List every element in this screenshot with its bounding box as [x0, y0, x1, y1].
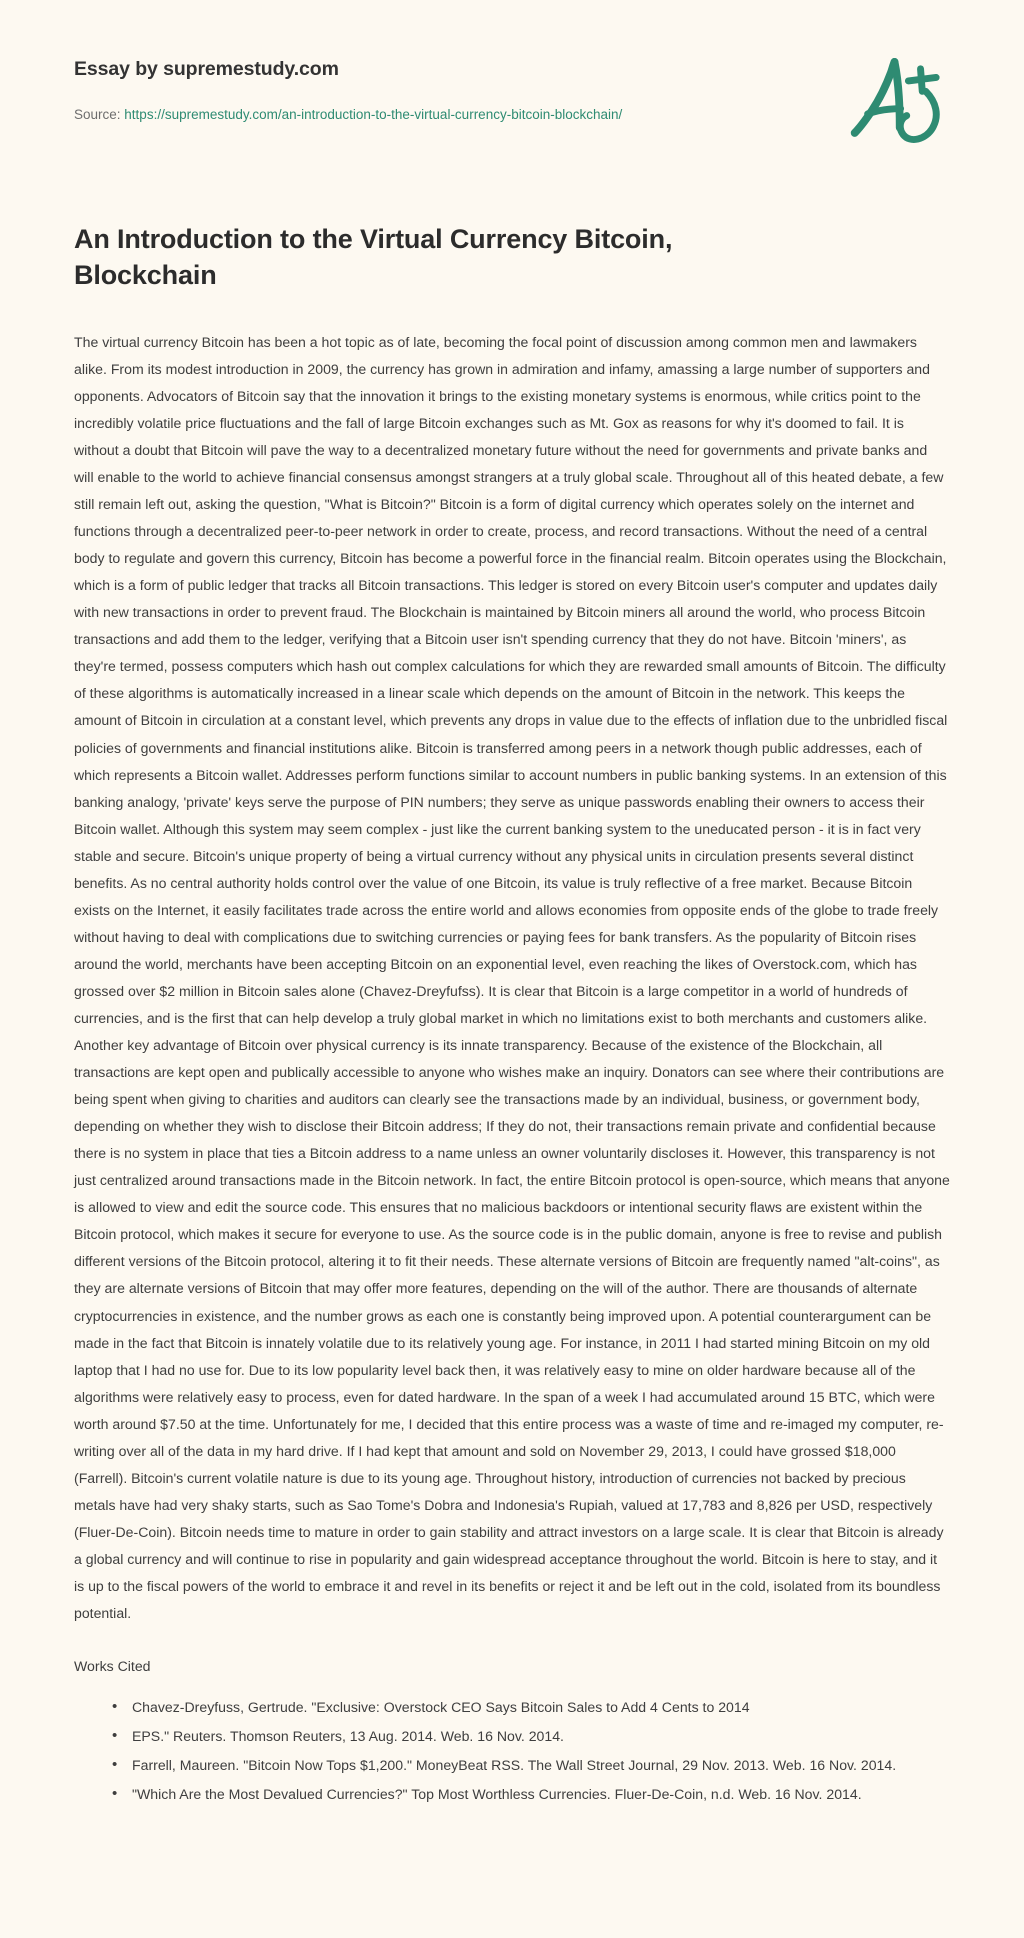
works-cited-list	[74, 1694, 950, 1808]
article-body	[74, 329, 950, 1627]
list-item: • EPS." Reuters. Thomson Reuters, 13 Aug. 2014. Web. 16 Nov. 2014.	[112, 1723, 950, 1750]
page-title: An Introduction to the Virtual Currency Bitcoin, Blockchain	[74, 224, 673, 290]
list-item: • Chavez-Dreyfuss, Gertrude. "Exclusive: Overstock CEO Says Bitcoin Sales to Add 4 Cents to 2014	[112, 1694, 950, 1721]
site-header	[0, 0, 1024, 178]
source-label: Source:	[74, 107, 121, 123]
article	[0, 222, 1024, 1870]
list-item: • Farrell, Maureen. "Bitcoin Now Tops $1,200." MoneyBeat RSS. The Wall Street Journal, 29 Nov. 2013. Web. 16 Nov. 2014.	[112, 1752, 950, 1779]
list-item: • "Which Are the Most Devalued Currencies?" Top Most Worthless Currencies. Fluer-De-Coin, n.d. Web. 16 Nov. 2014.	[112, 1781, 950, 1808]
a-plus-logo-icon	[846, 48, 950, 152]
source-line	[74, 106, 950, 124]
brand-title: Essay by supremestudy.com	[74, 58, 339, 80]
body-paragraph: The virtual currency Bitcoin has been a hot topic as of late, becoming the focal point of discussion among common men and lawmakers alike. From its modest introduction in 2009, the currency has grown in admiration and infamy, amassing a large number of supporters and opponents. Advocators of Bitcoin say that the innovation it brings to the existing monetary systems is enormous, while critics point to the incredibly volatile price fluctuations and the fall of large Bitcoin exchanges such as Mt. Gox as reasons for why it's doomed to fail. It is without a doubt that Bitcoin will pave the way to a decentralized monetary future without the need for governments and private banks and will enable to the world to achieve financial consensus amongst strangers at a truly global scale. Throughout all of this heated debate, a few still remain left out, asking the question, "What is Bitcoin?" Bitcoin is a form of digital currency which operates solely on the internet and functions through a decentralized peer-to-peer network in order to create, process, and record transactions. Without the need of a central body to regulate and govern this currency, Bitcoin has become a powerful force in the financial realm. Bitcoin operates using the Blockchain, which is a form of public ledger that tracks all Bitcoin transactions. This ledger is stored on every Bitcoin user's computer and updates daily with new transactions in order to prevent fraud. The Blockchain is maintained by Bitcoin miners all around the world, who process Bitcoin transactions and add them to the ledger, verifying that a Bitcoin user isn't spending currency that they do not have. Bitcoin 'miners', as they're termed, possess computers which hash out complex calculations for which they are rewarded small amounts of Bitcoin. The difficulty of these algorithms is automatically increased in a linear scale which depends on the amount of Bitcoin in the network. This keeps the amount of Bitcoin in circulation at a constant level, which prevents any drops in value due to the effects of inflation due to the unbridled fiscal policies of governments and financial institutions alike. Bitcoin is transferred among peers in a network though public addresses, each of which represents a Bitcoin wallet. Addresses perform functions similar to account numbers in public banking systems. In an extension of this banking analogy, 'private' keys serve the purpose of PIN numbers; they serve as unique passwords enabling their owners to access their Bitcoin wallet. Although this system may seem complex - just like the current banking system to the uneducated person - it is in fact very stable and secure. Bitcoin's unique property of being a virtual currency without any physical units in circulation presents several distinct benefits. As no central authority holds control over the value of one Bitcoin, its value is truly reflective of a free market. Because Bitcoin exists on the Internet, it easily facilitates trade across the entire world and allows economies from opposite ends of the globe to trade freely without having to deal with complications due to switching currencies or paying fees for bank transfers. As the popularity of Bitcoin rises around the world, merchants have been accepting Bitcoin on an exponential level, even reaching the likes of Overstock.com, which has grossed over $2 million in Bitcoin sales alone (Chavez-Dreyfufss). It is clear that Bitcoin is a large competitor in a world of hundreds of currencies, and is the first that can help develop a truly global market in which no limitations exist to both merchants and customers alike. Another key advantage of Bitcoin over physical currency is its innate transparency. Because of the existence of the Blockchain, all transactions are kept open and publically accessible to anyone who wishes make an inquiry. Donators can see where their contributions are being spent when giving to charities and auditors can clearly see the transactions made by an individual, business, or government body, depending on whether they wish to disclose their Bitcoin address; If they do not, their transactions remain private and confidential because there is no system in place that ties a Bitcoin address to a name unless an owner voluntarily discloses it. However, this transparency is not just centralized around transactions made in the Bitcoin network. In fact, the entire Bitcoin protocol is open-source, which means that anyone is allowed to view and edit the source code. This ensures that no malicious backdoors or intentional security flaws are existent within the Bitcoin protocol, which makes it secure for everyone to use. As the source code is in the public domain, anyone is free to revise and publish different versions of the Bitcoin protocol, altering it to fit their needs. These alternate versions of Bitcoin are frequently named "alt-coins", as they are alternate versions of Bitcoin that may offer more features, depending on the will of the author. There are thousands of alternate cryptocurrencies in existence, and the number grows as each one is constantly being improved upon. A potential counterargument can be made in the fact that Bitcoin is innately volatile due to its relatively young age. For instance, in 2011 I had started mining Bitcoin on my old laptop that I had no use for. Due to its low popularity level back then, it was relatively easy to mine on older hardware because all of the algorithms were relatively easy to process, even for dated hardware. In the span of a week I had accumulated around 15 BTC, which were worth around $7.50 at the time. Unfortunately for me, I decided that this entire process was a waste of time and re-imaged my computer, re-writing over all of the data in my hard drive. If I had kept that amount and sold on November 29, 2013, I could have grossed $18,000 (Farrell). Bitcoin's current volatile nature is due to its young age. Throughout history, introduction of currencies not backed by precious metals have had very shaky starts, such as Sao Tome's Dobra and Indonesia's Rupiah, valued at 17,783 and 8,826 per USD, respectively (Fluer-De-Coin). Bitcoin needs time to mature in order to gain stability and attract investors on a large scale. It is clear that Bitcoin is already a global currency and will continue to rise in popularity and gain widespread acceptance throughout the world. Bitcoin is here to stay, and it is up to the fiscal powers of the world to embrace it and revel in its benefits or reject it and be left out in the cold, isolated from its boundless potential.	[74, 333, 950, 1622]
works-cited-heading: Works Cited	[74, 1658, 151, 1675]
source-url-link[interactable]: https://supremestudy.com/an-introduction-to-the-virtual-currency-bitcoin-blockchain/	[124, 107, 623, 123]
